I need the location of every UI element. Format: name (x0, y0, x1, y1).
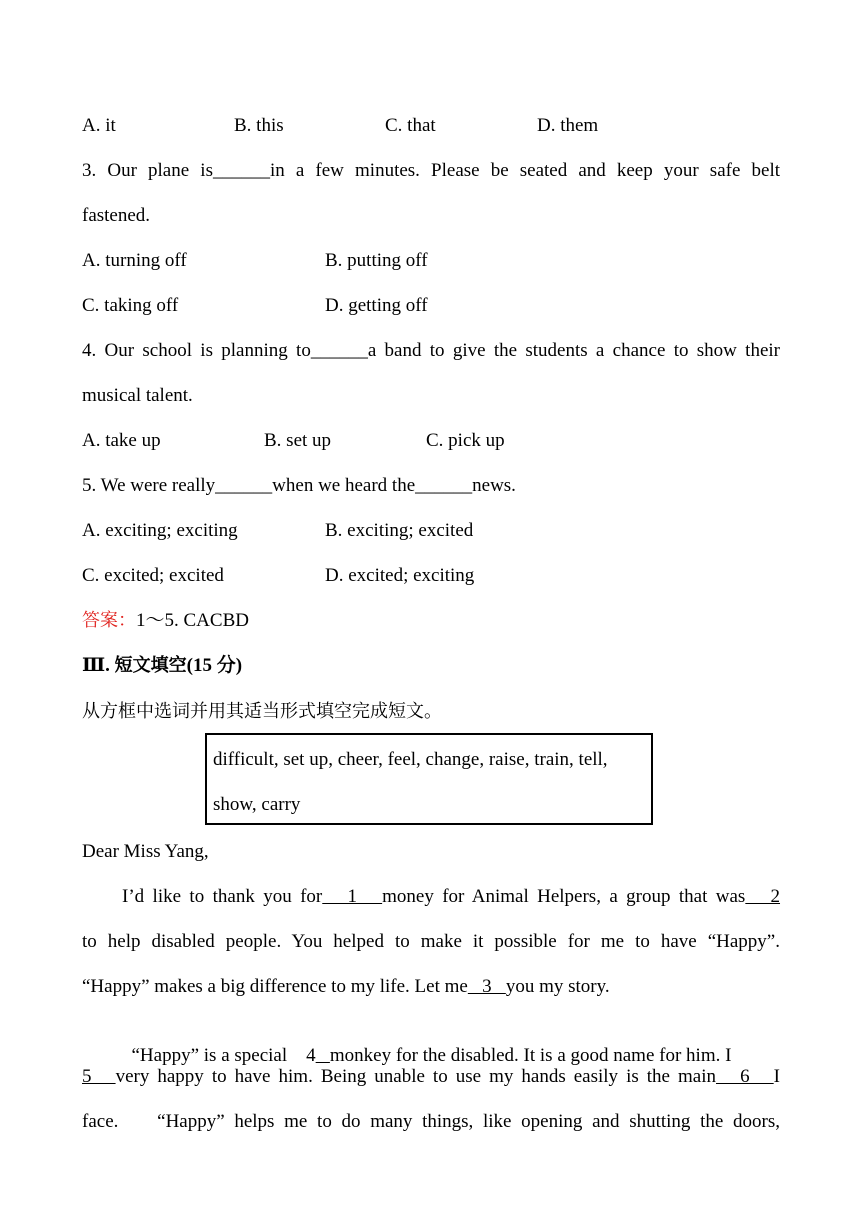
letter-greeting: Dear Miss Yang, (82, 841, 209, 862)
section-3-title-cn: 短文填空 (114, 655, 187, 676)
passage-p1-line-1 (122, 885, 780, 909)
passage-p1-line-3 (82, 975, 610, 999)
p2-text-b: monkey for the disabled. It is a good name for him. I (329, 1045, 732, 1066)
p1-text-c: “Happy” makes a big difference to my life. Let me (82, 976, 468, 997)
q4-option-c: C. pick up (426, 430, 505, 451)
q2-option-d: D. them (537, 115, 599, 136)
p1-text-b: money for Animal Helpers, a group that was (382, 886, 746, 907)
q4-option-a: A. take up (82, 430, 161, 451)
q2-option-b: B. this (234, 115, 284, 136)
q3-option-b: B. putting off (325, 250, 428, 271)
blank-1: 1 (322, 886, 383, 907)
passage-p2-line-1 (122, 1020, 780, 1068)
blank-5: 5 (82, 1066, 116, 1087)
answer-line (82, 609, 249, 633)
answer-label: 答案： (82, 610, 136, 631)
q3-stem: 3. Our plane is______in a few minutes. Please be seated and keep your safe belt (82, 160, 780, 181)
q5-option-b: B. exciting; excited (325, 520, 474, 541)
q2-option-a: A. it (82, 115, 116, 136)
q3-stem-cont: fastened. (82, 205, 151, 226)
answer-value: 1～5. CACBD (136, 610, 249, 631)
blank-4 (316, 1045, 330, 1066)
p2-text-c: very happy to have him. Being unable to use my hands easily is the main (115, 1066, 717, 1087)
section-3-instruction: 从方框中选词并用其适当形式填空完成短文。 (82, 701, 442, 722)
p2-text-d: I (773, 1066, 780, 1087)
passage-p2-line-2 (82, 1065, 780, 1089)
q5-option-d: D. excited; exciting (325, 565, 475, 586)
q5-stem: 5. We were really______when we heard the______news. (82, 475, 516, 496)
q3-option-d: D. getting off (325, 295, 428, 316)
section-3-title (82, 654, 242, 678)
passage-p1-line-2: to help disabled people. You helped to make it possible for me to have “Happy”. (82, 931, 780, 952)
passage-p2-line-3: face. “Happy” helps me to do many things, like opening and shutting the doors, (82, 1111, 780, 1132)
q4-stem-cont: musical talent. (82, 385, 193, 406)
q3-option-a: A. turning off (82, 250, 187, 271)
blank-2: 2 (745, 886, 781, 907)
word-box-line-2: show, carry (213, 794, 301, 815)
section-3-roman: Ⅲ. (82, 655, 115, 676)
q3-option-c: C. taking off (82, 295, 179, 316)
word-box-line-1: difficult, set up, cheer, feel, change, raise, train, tell, (213, 749, 608, 770)
q5-option-c: C. excited; excited (82, 565, 224, 586)
blank-6: 6 (716, 1066, 774, 1087)
blank-3: 3 (467, 976, 506, 997)
q4-stem: 4. Our school is planning to______a band to give the students a chance to show their (82, 340, 780, 361)
p2-text-a: “Happy” is a special 4 (131, 1045, 316, 1066)
p1-text-a: I’d like to thank you for (122, 886, 323, 907)
q5-option-a: A. exciting; exciting (82, 520, 238, 541)
q2-option-c: C. that (385, 115, 436, 136)
p1-text-d: you my story. (505, 976, 610, 997)
section-3-score: (15 分) (186, 655, 243, 676)
q4-option-b: B. set up (264, 430, 332, 451)
